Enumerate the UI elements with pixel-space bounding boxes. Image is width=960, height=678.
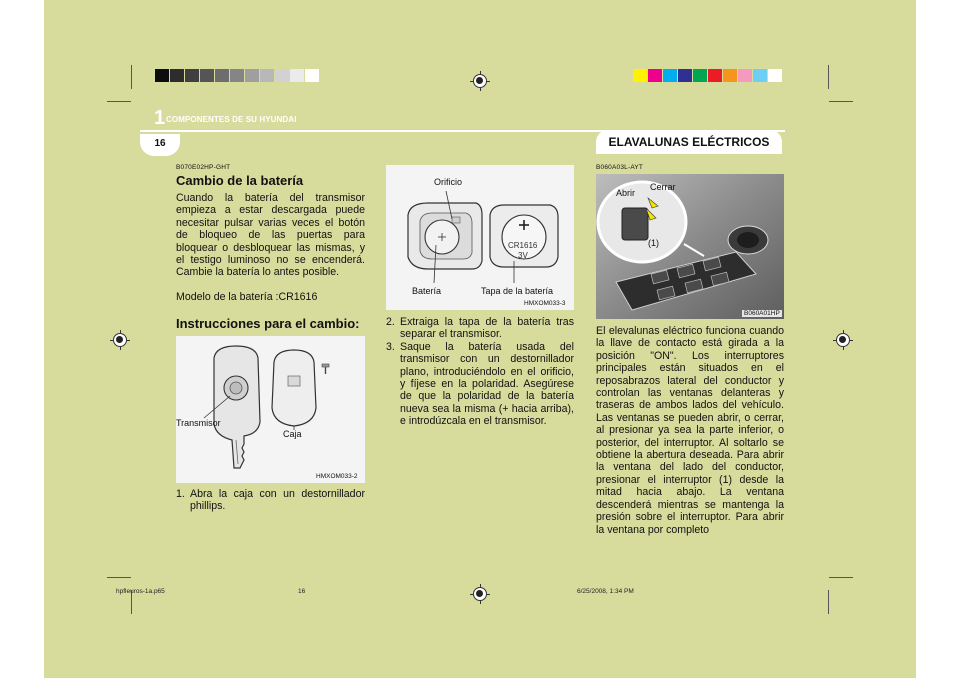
registration-mark-right (833, 330, 853, 350)
step-1 (176, 488, 365, 513)
chapter-title: COMPONENTES DE SU HYUNDAI (166, 115, 297, 124)
battery-figure-code: HMXOM033-3 (524, 300, 566, 307)
colorbar-swatch (663, 69, 677, 82)
instructions-subtitle: Instrucciones para el cambio: (176, 316, 360, 331)
close-label: Cerrar (650, 182, 676, 192)
process-colorbar (633, 69, 783, 82)
colorbar-swatch (708, 69, 722, 82)
colorbar-swatch (648, 69, 662, 82)
step-list-middle (386, 316, 574, 428)
battery-model-text: Modelo de la batería :CR1616 (176, 291, 318, 303)
transmitter-illustration (176, 336, 365, 483)
colorbar-swatch (200, 69, 214, 82)
colorbar-swatch (185, 69, 199, 82)
battery-change-paragraph: Cuando la batería del transmisor empieza a estar descargada puede necesitar pulsar varias veces el botón de bloqueo de las puertas para bloquear o desbloquear las mismas, y el testigo luminoso no se encenderá. Cambie la batería lo antes posible. (176, 192, 365, 279)
colorbar-swatch (738, 69, 752, 82)
coin-voltage-label: 3V (518, 251, 528, 260)
transmitter-figure (176, 336, 365, 483)
colorbar-swatch (290, 69, 304, 82)
colorbar-swatch (245, 69, 259, 82)
footer-datetime: 6/25/2008, 1:34 PM (577, 588, 634, 595)
step-3-number: 3. (386, 340, 395, 353)
step-2 (386, 316, 574, 341)
registration-mark-top (470, 71, 490, 91)
section-title: ELAVALUNAS ELÉCTRICOS (596, 130, 782, 154)
colorbar-swatch (230, 69, 244, 82)
footer-filename: hpfleuros-1a.p65 (116, 588, 165, 595)
colorbar-swatch (633, 69, 647, 82)
step-3 (386, 341, 574, 428)
colorbar-swatch (723, 69, 737, 82)
open-label: Abrir (616, 188, 636, 198)
colorbar-swatch (693, 69, 707, 82)
left-section-code: B070E02HP-GHT (176, 164, 231, 171)
window-switch-figure (596, 174, 784, 319)
battery-figure (386, 165, 574, 310)
switch-number-label: (1) (648, 238, 659, 248)
step-1-text: Abra la caja con un destornillador phillips. (190, 488, 365, 513)
right-section-code: B060A03L-AYT (596, 164, 644, 171)
battery-cover-label: Tapa de la batería (481, 286, 554, 296)
grayscale-colorbar (155, 69, 320, 82)
chapter-number: 1 (154, 107, 166, 129)
footer-page: 16 (298, 588, 306, 595)
hole-label: Orificio (434, 177, 463, 187)
case-label: Caja (283, 429, 302, 439)
registration-mark-left (110, 330, 130, 350)
step-1-number: 1. (176, 488, 185, 500)
colorbar-swatch (155, 69, 169, 82)
transmitter-label: Transmisor (176, 418, 221, 428)
colorbar-swatch (260, 69, 274, 82)
battery-label: Batería (412, 286, 442, 296)
step-3-text: Saque la batería usada del transmisor con un destornillador plano, introduciéndolo en el orificio, y fíjese en la polaridad. Asegúrese de que la polaridad de la batería nueva sea la misma (+ hacia arriba), e introdúzcala en el transmisor. (400, 340, 574, 428)
colorbar-swatch (215, 69, 229, 82)
transmitter-figure-code: HMXOM033-2 (316, 473, 358, 480)
battery-change-title: Cambio de la batería (176, 173, 304, 188)
colorbar-swatch (753, 69, 767, 82)
colorbar-swatch (275, 69, 289, 82)
step-list-left (176, 488, 365, 513)
colorbar-swatch (678, 69, 692, 82)
colorbar-swatch (768, 69, 782, 82)
window-figure-code: B060A01HP (744, 310, 780, 317)
colorbar-swatch (170, 69, 184, 82)
power-window-paragraph: El elevalunas eléctrico funciona cuando la llave de contacto está girada a la posición "ON". Los interruptores principales están situados en el reposabrazos lateral del conductor y controlan las ventanas delanteras y traseras de ambos lados del vehículo. Las ventanas se pueden abrir, o cerrar, al presionar ya sea la parte inferior, o posterior, del interruptor. Al soltarlo se obtiene la abertura deseada. Para abrir la ventana del lado del conductor, presionar el interruptor (1) desde la mitad hacia abajo. La ventana descenderá mientras se mantenga la presión sobre el interruptor. Para abrir la ventana por completo (596, 325, 784, 536)
step-2-text: Extraiga la tapa de la batería tras separar el transmisor. (400, 316, 574, 341)
registration-mark-bottom (470, 584, 490, 604)
coin-model-label: CR1616 (508, 241, 538, 250)
page-number: 16 (140, 134, 180, 156)
step-2-number: 2. (386, 316, 395, 328)
colorbar-swatch (305, 69, 319, 82)
